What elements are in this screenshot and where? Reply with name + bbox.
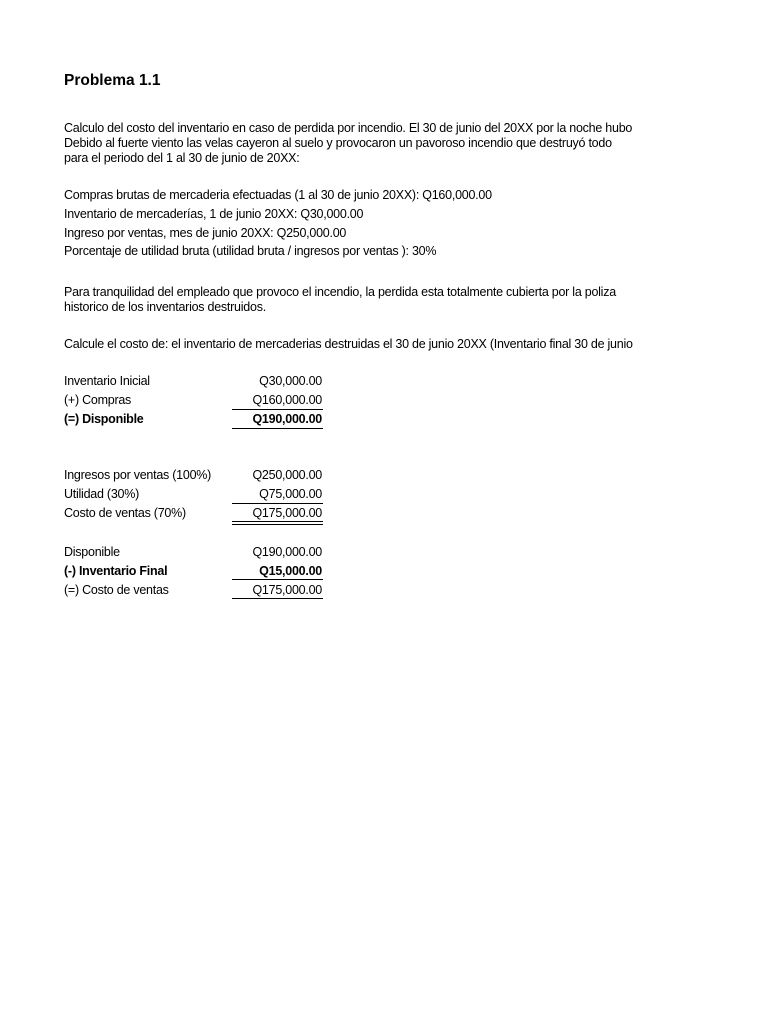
row-amount: Q190,000.00 bbox=[252, 545, 322, 559]
question-text: Calcule el costo de: el inventario de mercaderias destruidas el 30 de junio 20XX (Inventario final 30 de junio bbox=[64, 337, 633, 351]
table-row-sales-revenue bbox=[64, 468, 324, 485]
underline-rule bbox=[232, 503, 323, 504]
fact-initial-inventory: Inventario de mercaderías, 1 de junio 20XX: Q30,000.00 bbox=[64, 207, 364, 221]
total-rule bbox=[232, 598, 323, 599]
table-row-available bbox=[64, 412, 324, 429]
table-row-available bbox=[64, 545, 324, 562]
row-label: Utilidad (30%) bbox=[64, 487, 140, 501]
row-amount: Q75,000.00 bbox=[259, 487, 322, 501]
row-amount: Q15,000.00 bbox=[259, 564, 322, 578]
problem-title: Problema 1.1 bbox=[64, 72, 161, 89]
row-amount: Q250,000.00 bbox=[252, 468, 322, 482]
row-amount: Q175,000.00 bbox=[252, 506, 322, 520]
row-label: (+) Compras bbox=[64, 393, 132, 407]
note-line-2: historico de los inventarios destruidos. bbox=[64, 300, 266, 314]
intro-line-1: Calculo del costo del inventario en caso de perdida por incendio. El 30 de junio del 20XX por la noche hubo bbox=[64, 121, 633, 135]
underline-rule bbox=[232, 409, 323, 410]
row-label: (-) Inventario Final bbox=[64, 564, 168, 578]
row-label: Disponible bbox=[64, 545, 120, 559]
table-row-gross-profit bbox=[64, 487, 324, 504]
row-label: (=) Costo de ventas bbox=[64, 583, 169, 597]
double-total-rule bbox=[232, 521, 323, 525]
row-label: (=) Disponible bbox=[64, 412, 144, 426]
intro-line-3: para el periodo del 1 al 30 de junio de 20XX: bbox=[64, 151, 300, 165]
row-label: Ingresos por ventas (100%) bbox=[64, 468, 212, 482]
fact-gross-purchases: Compras brutas de mercaderia efectuadas (1 al 30 de junio 20XX): Q160,000.00 bbox=[64, 188, 492, 202]
row-amount: Q190,000.00 bbox=[252, 412, 322, 426]
fact-sales-revenue: Ingreso por ventas, mes de junio 20XX: Q250,000.00 bbox=[64, 226, 347, 240]
intro-line-2: Debido al fuerte viento las velas cayeron al suelo y provocaron un pavoroso incendio que destruyó todo bbox=[64, 136, 612, 150]
note-line-1: Para tranquilidad del empleado que provoco el incendio, la perdida esta totalmente cubierta por la poliza bbox=[64, 285, 616, 299]
row-amount: Q160,000.00 bbox=[252, 393, 322, 407]
row-amount: Q175,000.00 bbox=[252, 583, 322, 597]
row-label: Inventario Inicial bbox=[64, 374, 150, 388]
underline-rule bbox=[232, 579, 323, 580]
table-row-initial-inventory bbox=[64, 374, 324, 391]
total-rule bbox=[232, 428, 323, 429]
fact-gross-margin: Porcentaje de utilidad bruta (utilidad bruta / ingresos por ventas ): 30% bbox=[64, 244, 437, 258]
row-label: Costo de ventas (70%) bbox=[64, 506, 186, 520]
table-row-purchases bbox=[64, 393, 324, 410]
row-amount: Q30,000.00 bbox=[259, 374, 322, 388]
